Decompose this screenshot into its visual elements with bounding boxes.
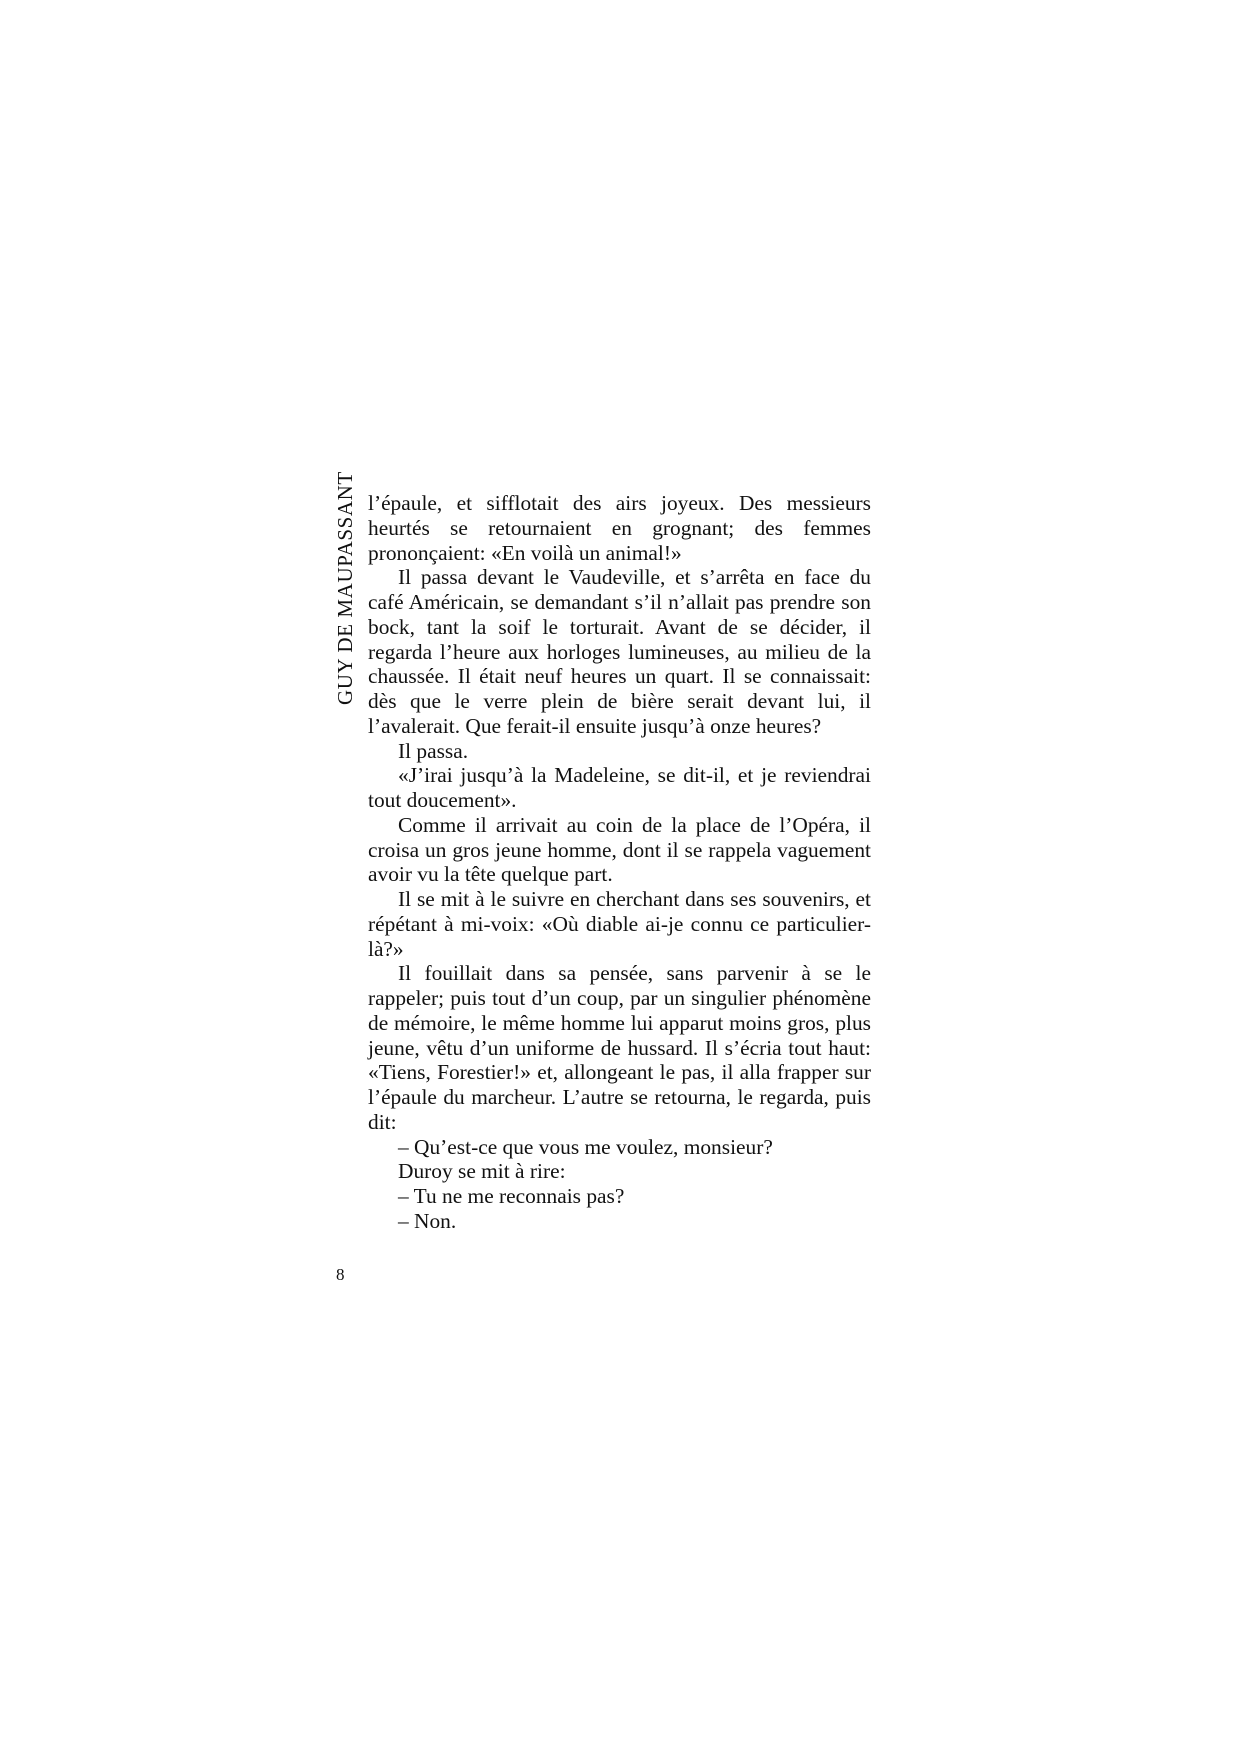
body-text bbox=[368, 491, 871, 1234]
paragraph: Comme il arrivait au coin de la place de l’Opéra, il croisa un gros jeune homme, dont il se rappela vaguement avoir vu la tête quelque part. bbox=[368, 812, 871, 887]
dialogue-line: – Qu’est-ce que vous me voulez, monsieur? bbox=[398, 1134, 773, 1159]
paragraph: Il se mit à le suivre en cherchant dans ses souvenirs, et répétant à mi-voix: «Où diable ai-je connu ce particulier-là?» bbox=[368, 887, 871, 961]
dialogue-line: – Tu ne me reconnais pas? bbox=[398, 1184, 625, 1208]
dialogue-line: – Non. bbox=[398, 1208, 457, 1233]
paragraph: Il passa devant le Vaudeville, et s’arrêta en face du café Américain, se demandant s’il n’allait pas prendre son bock, tant la soif le torturait. Avant de se décider, il regarda l’heure aux horloges lumineuses, au milieu de la chaussée. Il était neuf heures un quart. Il se connaissait: dès que le verre plein de bière serait devant lui, il l’avalerait. Que ferait-il ensuite jusqu’à onze heures? bbox=[368, 565, 871, 738]
paragraph: Il fouillait dans sa pensée, sans parvenir à se le rappeler; puis tout d’un coup, par un singulier phénomène de mémoire, le même homme lui apparut moins gros, plus jeune, vêtu d’un uniforme de hussard. Il s’écria tout haut: «Tiens, Forestier!» et, allongeant le pas, il alla frapper sur l’épaule du marcheur. L’autre se retourna, le regarda, puis dit: bbox=[368, 961, 871, 1134]
paragraph: Duroy se mit à rire: bbox=[398, 1159, 566, 1184]
paragraph: Il passa. bbox=[398, 738, 469, 763]
paragraph: «J’irai jusqu’à la Madeleine, se dit-il, et je reviendrai tout doucement». bbox=[368, 763, 871, 812]
running-header-author: GUY DE MAUPASSANT bbox=[333, 471, 357, 705]
page-number: 8 bbox=[336, 1265, 345, 1284]
paragraph-continuation: l’épaule, et sifflotait des airs joyeux. Des messieurs heurtés se retournaient en grognant; des femmes prononçaient: «En voilà un animal!» bbox=[368, 491, 871, 565]
